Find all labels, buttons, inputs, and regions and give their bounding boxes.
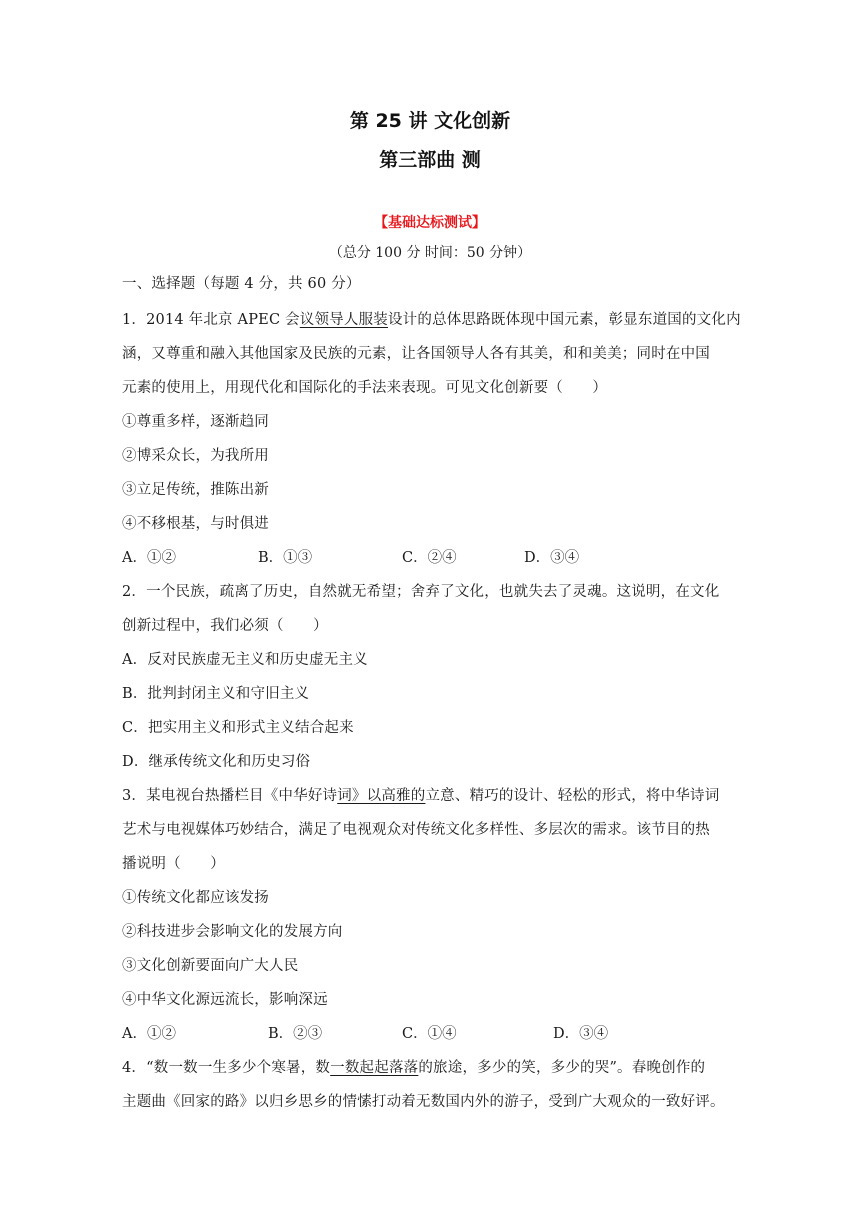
question-3-line-3: 播说明（ ） xyxy=(122,856,225,872)
score-info: （总分 100 分 时间：50 分钟） xyxy=(328,245,532,261)
question-3-option-a: A．①② xyxy=(122,1026,176,1042)
question-1-line-1 xyxy=(122,308,741,329)
question-2-option-a: A．反对民族虚无主义和历史虚无主义 xyxy=(122,652,368,668)
question-3-text: 3．某电视台热播栏目《中华好诗 xyxy=(122,788,338,804)
question-1-option-c: C．②④ xyxy=(402,550,457,566)
question-3-underlined: 词》以高雅的 xyxy=(337,788,426,804)
question-3-item: ①传统文化都应该发扬 xyxy=(122,890,269,906)
question-2-line-1: 2．一个民族，疏离了历史，自然就无希望；舍弃了文化，也就失去了灵魂。这说明，在文化 xyxy=(122,584,720,600)
question-4-underlined: 一数起起落落 xyxy=(330,1060,419,1076)
question-3-option-c: C．①④ xyxy=(402,1026,457,1042)
question-1-text: 设计的总体思路既体现中国元素，彰显东道国的文化内 xyxy=(387,312,741,328)
question-3-line-2: 艺术与电视媒体巧妙结合，满足了电视观众对传统文化多样性、多层次的需求。该节目的热 xyxy=(122,822,710,838)
question-1-item: ③立足传统，推陈出新 xyxy=(122,482,269,498)
page-title: 第 25 讲 文化创新 xyxy=(349,110,511,132)
question-3-item: ②科技进步会影响文化的发展方向 xyxy=(122,924,343,940)
question-3-item: ③文化创新要面向广大人民 xyxy=(122,958,299,974)
question-2-line-2: 创新过程中，我们必须（ ） xyxy=(122,618,328,634)
question-1-underlined: 议领导人服装 xyxy=(299,312,388,328)
question-2-option-b: B．批判封闭主义和守旧主义 xyxy=(122,686,310,702)
question-1-option-a: A．①② xyxy=(122,550,176,566)
question-3-option-d: D．③④ xyxy=(553,1026,609,1042)
question-4-line-2: 主题曲《回家的路》以归乡思乡的情愫打动着无数国内外的游子，受到广大观众的一致好评。 xyxy=(122,1094,725,1110)
question-2-option-c: C．把实用主义和形式主义结合起来 xyxy=(122,720,354,736)
question-1-text: 1．2014 年北京 APEC 会 xyxy=(122,312,300,328)
question-4-text: 4．“数一数一生多少个寒暑，数 xyxy=(122,1060,331,1076)
part-heading: 一、选择题（每题 4 分，共 60 分） xyxy=(122,276,361,292)
question-1-option-b: B．①③ xyxy=(258,550,313,566)
question-4-line-1 xyxy=(122,1056,705,1077)
question-1-item: ②博采众长，为我所用 xyxy=(122,448,269,464)
question-2-option-d: D．继承传统文化和历史习俗 xyxy=(122,754,311,770)
section-header: 【基础达标测试】 xyxy=(374,215,486,231)
question-1-line-3: 元素的使用上，用现代化和国际化的手法来表现。可见文化创新要（ ） xyxy=(122,380,608,396)
question-3-option-b: B．②③ xyxy=(268,1026,323,1042)
question-1-option-d: D．③④ xyxy=(524,550,580,566)
question-3-text: 立意、精巧的设计、轻松的形式，将中华诗词 xyxy=(425,788,720,804)
question-1-item: ①尊重多样，逐渐趋同 xyxy=(122,414,269,430)
question-1-item: ④不移根基，与时俱进 xyxy=(122,516,269,532)
question-4-text: 的旅途，多少的笑，多少的哭”。春晚创作的 xyxy=(418,1060,706,1076)
question-3-item: ④中华文化源远流长，影响深远 xyxy=(122,992,328,1008)
page-subtitle: 第三部曲 测 xyxy=(379,149,481,171)
question-3-line-1 xyxy=(122,784,719,805)
question-1-line-2: 涵，又尊重和融入其他国家及民族的元素，让各国领导人各有其美，和和美美；同时在中国 xyxy=(122,346,710,362)
